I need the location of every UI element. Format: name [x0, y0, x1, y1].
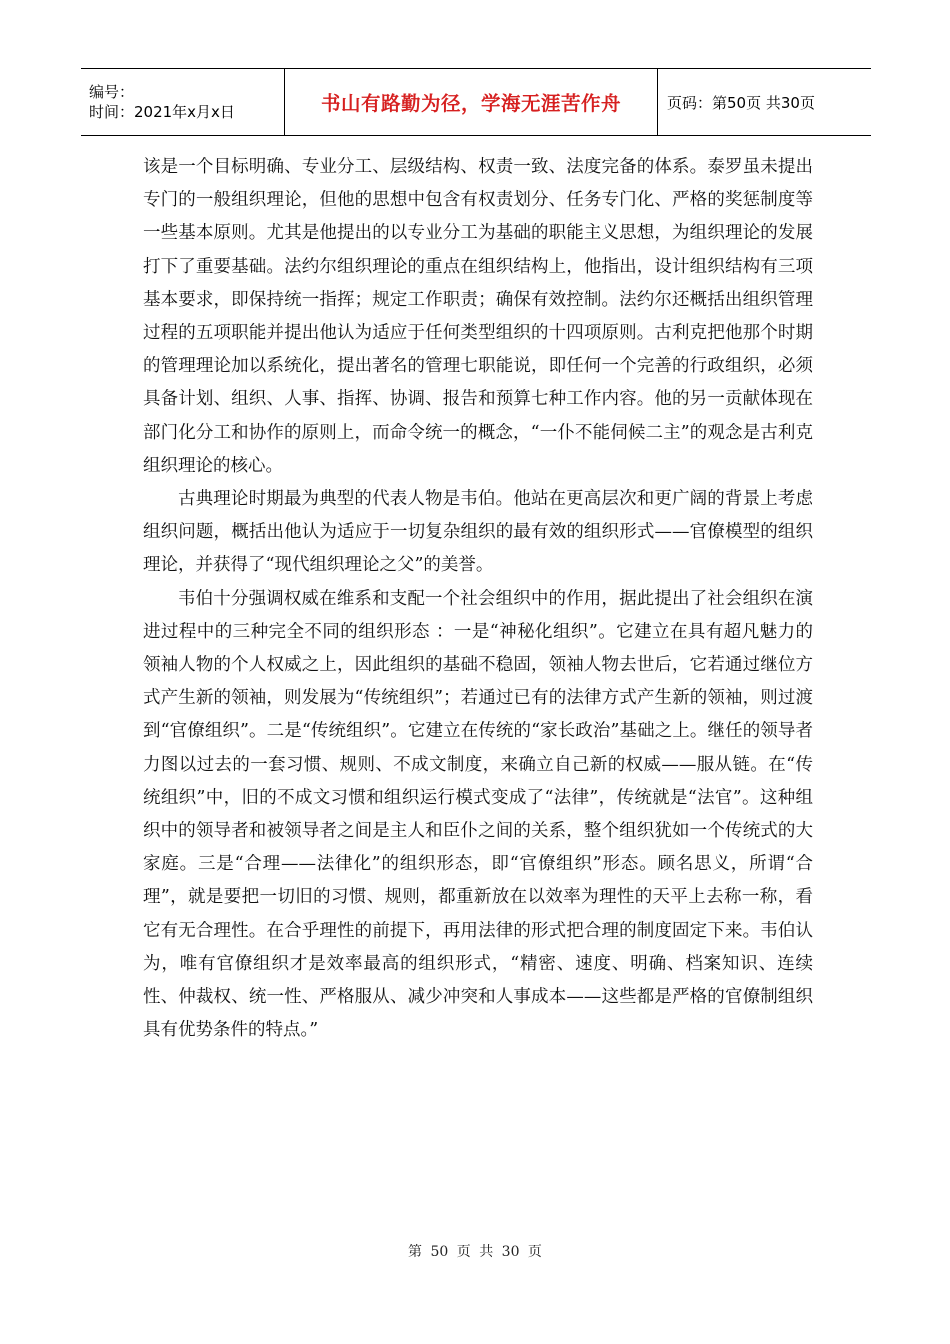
time-label: 时间：2021年x月x日	[89, 103, 235, 121]
header-page-cell	[658, 69, 871, 135]
page-info: 页码：第50页 共30页	[667, 93, 815, 112]
paragraph-2: 古典理论时期最为典型的代表人物是韦伯。他站在更高层次和更广阔的背景上考虑组织问题，概括出他认为适应于一切复杂组织的最有效的组织形式——官僚模型的组织理论，并获得了“现代组织理论之父”的美誉。	[143, 489, 813, 576]
paragraph-3: 韦伯十分强调权威在维系和支配一个社会组织中的作用，据此提出了社会组织在演进过程中的三种完全不同的组织形态 ：一是“神秘化组织”。它建立在具有超凡魅力的领袖人物的个人权威之上，因此组织的基础不稳固，领袖人物去世后，它若通过继位方式产生新的领袖，则发展为“传统组织”；若通过已有的法律方式产生新的领袖，则过渡到“官僚组织”。二是“传统组织”。它建立在传统的“家长政治”基础之上。继任的领导者力图以过去的一套习惯、规则、不成文制度，来确立自己新的权威——服从链。在“传统组织”中，旧的不成文习惯和组织运行模式变成了“法律”，传统就是“法官”。这种组织中的领导者和被领导者之间是主人和臣仆之间的关系，整个组织犹如一个传统式的大家庭。三是“合理——法律化”的组织形态，即“官僚组织”形态。顾名思义，所谓“合理”，就是要把一切旧的习惯、规则，都重新放在以效率为理性的天平上去称一称，看它有无合理性。在合乎理性的前提下，再用法律的形式把合理的制度固定下来。韦伯认为，唯有官僚组织才是效率最高的组织形式，“精密、速度、明确、档案知识、连续性、仲裁权、统一性、严格服从、减少冲突和人事成本——这些都是严格的官僚制组织具有优势条件的特点。”	[143, 588, 813, 1041]
page-header	[81, 68, 871, 136]
header-meta	[81, 69, 284, 135]
motto-text: 书山有路勤为径，学海无涯苦作舟	[320, 92, 621, 115]
number-label: 编号：	[89, 83, 135, 101]
header-motto-cell	[284, 69, 658, 135]
body-text	[143, 151, 813, 1047]
page-footer: 第 50 页 共 30 页	[408, 1244, 542, 1260]
paragraph-1: 该是一个目标明确、专业分工、层级结构、权责一致、法度完备的体系。泰罗虽未提出专门的一般组织理论，但他的思想中包含有权责划分、任务专门化、严格的奖惩制度等一些基本原则。尤其是他提出的以专业分工为基础的职能主义思想，为组织理论的发展打下了重要基础。法约尔组织理论的重点在组织结构上，他指出，设计组织结构有三项基本要求，即保持统一指挥；规定工作职责；确保有效控制。法约尔还概括出组织管理过程的五项职能并提出他认为适应于任何类型组织的十四项原则。古利克把他那个时期的管理理论加以系统化，提出著名的管理七职能说，即任何一个完善的行政组织，必须具备计划、组织、人事、指挥、协调、报告和预算七种工作内容。他的另一贡献体现在部门化分工和协作的原则上，而命令统一的概念，“一仆不能伺候二主”的观念是古利克组织理论的核心。	[143, 157, 813, 476]
